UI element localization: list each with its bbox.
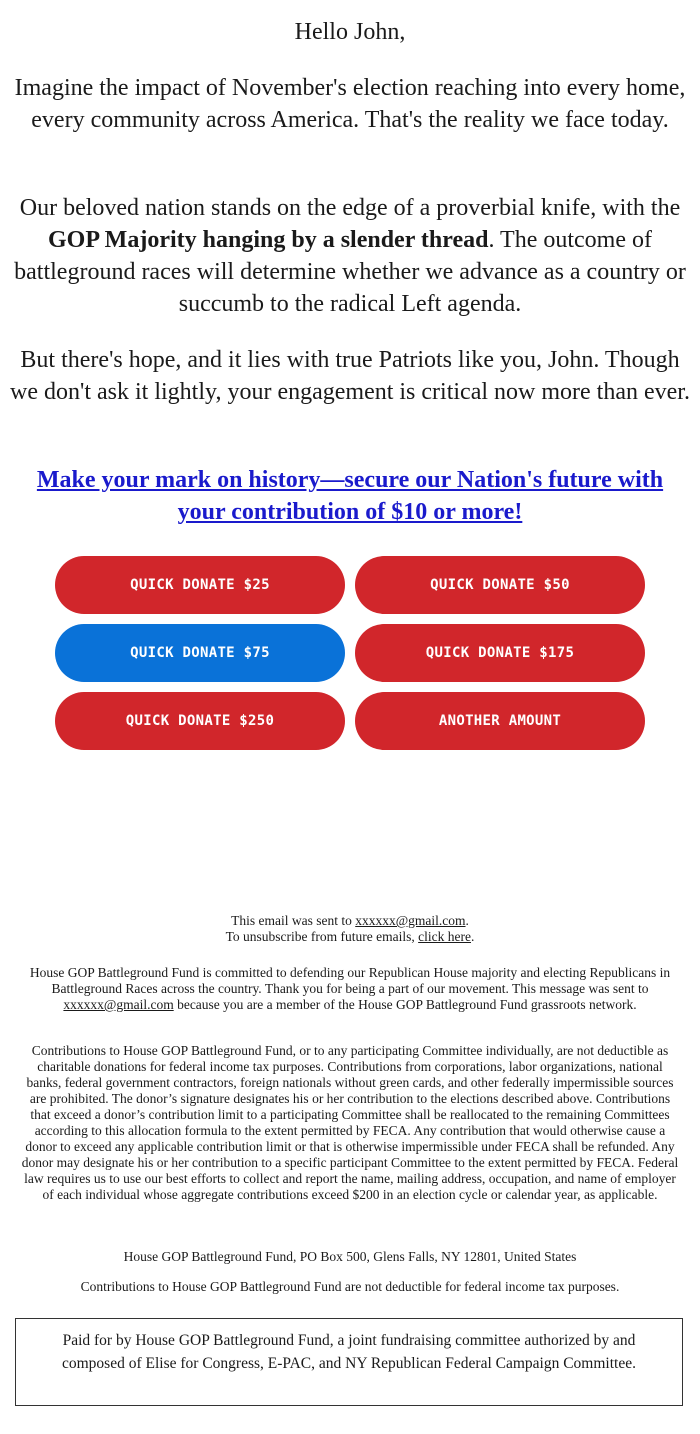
quick-donate-175-button[interactable]: QUICK DONATE $175: [355, 624, 645, 682]
commitment-suffix: because you are a member of the House GOP Battleground Fund grassroots network.: [173, 997, 637, 1012]
sent-to-prefix: This email was sent to: [231, 913, 356, 928]
footer-sent-to: [20, 913, 680, 945]
quick-donate-50-button[interactable]: QUICK DONATE $50: [355, 556, 645, 614]
recipient-email-link[interactable]: xxxxxx@gmail.com: [355, 913, 466, 928]
footer-legal-disclaimer: Contributions to House GOP Battleground Fund, or to any participating Committee individually, are not deductible as charitable donations for federal income tax purposes. Contributions from corporations, labor organizations, national banks, federal government contractors, foreign nationals without green cards, and other federally impermissible sources are prohibited. The donor’s signature designates his or her contribution to the elections described above. Contributions that exceed a donor’s contribution limit to a participating Committee shall be reallocated to the remaining Committees according to this allocation formula to the extent permitted by FECA. Any contribution that would otherwise cause a donor to exceed any applicable contribution limit or that is otherwise impermissible under FECA shall be refunded. Any donor may designate his or her contribution to a specific participant Committee to the extent permitted by FECA. Federal law requires us to use our best efforts to collect and report the name, mailing address, occupation, and name of employer of each individual whose aggregate contributions exceed $200 in an election cycle or calendar year, as applicable.: [21, 1043, 679, 1202]
cta-block: [10, 464, 690, 528]
cta-donate-link[interactable]: Make your mark on history—secure our Nation's future with your contribution of $10 or more!: [36, 467, 664, 525]
quick-donate-25-button[interactable]: QUICK DONATE $25: [55, 556, 345, 614]
footer-not-deductible: Contributions to House GOP Battleground Fund are not deductible for federal income tax purposes.: [80, 1279, 620, 1294]
unsubscribe-suffix: .: [470, 929, 475, 944]
quick-donate-250-button[interactable]: QUICK DONATE $250: [55, 692, 345, 750]
another-amount-button[interactable]: ANOTHER AMOUNT: [355, 692, 645, 750]
unsubscribe-link[interactable]: click here: [418, 929, 471, 944]
unsubscribe-prefix: To unsubscribe from future emails,: [225, 929, 419, 944]
stakes-text-before: Our beloved nation stands on the edge of a proverbial knife, with the: [19, 195, 681, 221]
quick-donate-75-button[interactable]: QUICK DONATE $75: [55, 624, 345, 682]
stakes-bold-text: GOP Majority hanging by a slender thread: [48, 227, 489, 253]
footer-address: House GOP Battleground Fund, PO Box 500, Glens Falls, NY 12801, United States: [123, 1249, 577, 1264]
commitment-email-link[interactable]: xxxxxx@gmail.com: [63, 997, 174, 1012]
intro-paragraph: Imagine the impact of November's election reaching into every home, every community across America. That's the reality we face today.: [14, 75, 686, 133]
stakes-paragraph: [10, 192, 690, 320]
hope-paragraph: But there's hope, and it lies with true Patriots like you, John. Though we don't ask it lightly, your engagement is critical now more than ever.: [10, 347, 690, 405]
greeting: Hello John,: [294, 19, 406, 45]
footer-commitment: [20, 965, 680, 1013]
commitment-prefix: House GOP Battleground Fund is committed to defending our Republican House majority and electing Republicans in Battleground Races across the country. Thank you for being a part of our movement. This message was sent to: [29, 965, 671, 996]
sent-to-suffix: .: [465, 913, 469, 928]
paid-for-disclaimer-box: Paid for by House GOP Battleground Fund, a joint fundraising committee authorized by and composed of Elise for Congress, E-PAC, and NY Republican Federal Campaign Committee.: [15, 1318, 683, 1406]
stakes-text-after: . The outcome of battleground races will determine whether we advance as a country or succumb to the radical Left agenda.: [14, 227, 686, 317]
